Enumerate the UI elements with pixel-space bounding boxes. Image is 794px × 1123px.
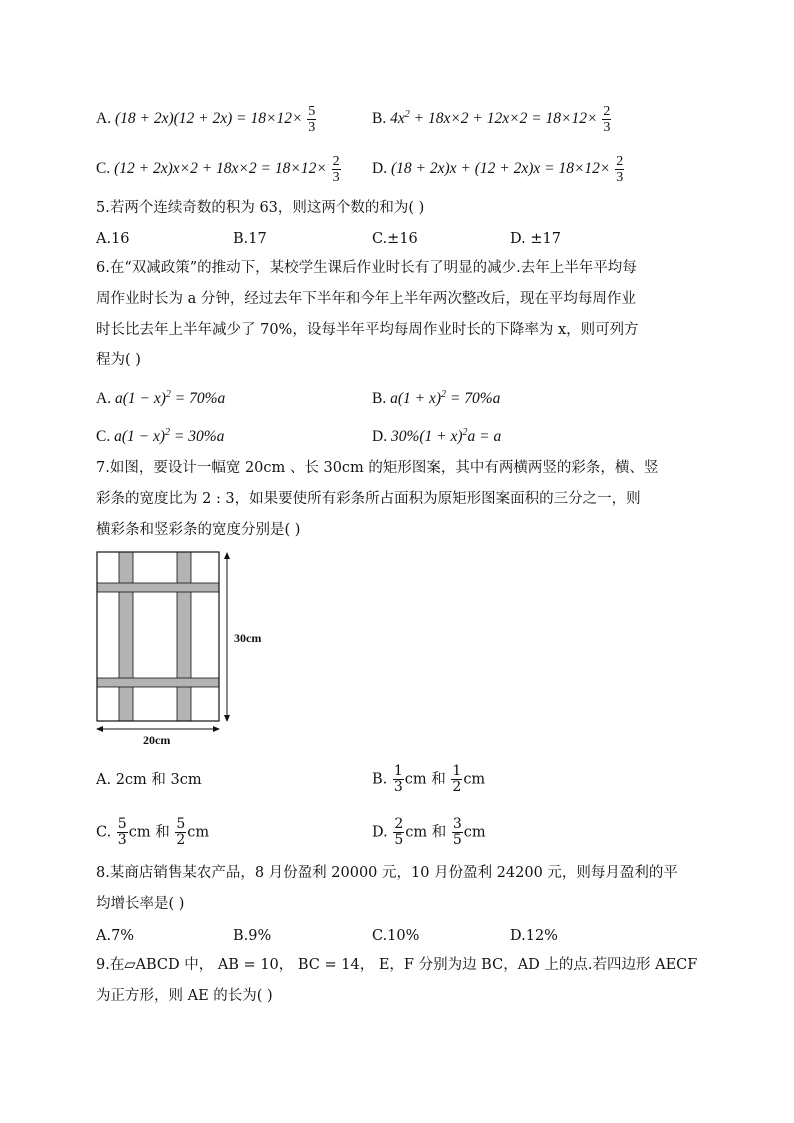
fraction: $\frac{5}{3}$ [117,816,127,848]
stripe-rectangle-figure [90,546,300,746]
q8-option-c[interactable]: C.10% [372,928,420,944]
q4-option-d[interactable]: D. (18 + 2x)x + (12 + 2x)x = 18×12× $\frac{2}{3}$ [372,154,624,185]
q8-stem-line-1: 8.某商店销售某农产品，8 月份盈利 20000 元，10 月份盈利 24200 元，则每月盈利的平 [96,865,678,881]
q7-stem-line-2: 彩条的宽度比为 2 : 3，如果要使所有彩条所占面积为原矩形图案面积的三分之一，则 [96,491,641,507]
q4-option-b[interactable]: B. $4x^2 + 18x\times 2 + 12x\times 2 = 18\times 12\times$ $\frac{2}{3}$ [372,104,611,135]
q6-stem-line-2: 周作业时长为 a 分钟，经过去年下半年和今年上半年两次整改后，现在平均每周作业 [96,291,636,307]
q7-option-b[interactable]: B. $\frac{1}{3}$ cm 和 $\frac{1}{2}$ cm [372,763,486,795]
arrow-right-icon [213,726,220,732]
q5-stem: 5.若两个连续奇数的积为 63，则这两个数的和为( ) [96,200,425,216]
q7-stem-line-3: 横彩条和竖彩条的宽度分别是( ) [96,522,301,538]
width-label: 20cm [143,733,171,746]
q6-stem-line-1: 6.在“双减政策”的推动下，某校学生课后作业时长有了明显的减少.去年上半年平均每 [96,260,637,276]
q9-stem-line-1: 9.在▱ABCD 中， AB = 10， BC = 14， E，F 分别为边 BC，AD 上的点.若四边形 AECF [96,957,698,973]
fraction: $\frac{3}{5}$ [452,816,462,848]
arrow-down-icon [224,715,230,722]
q7-option-a[interactable]: A. 2cm 和 3cm [96,772,202,788]
fraction: $\frac{2}{3}$ [616,154,624,185]
q8-option-d[interactable]: D.12% [510,928,558,944]
arrow-left-icon [96,726,103,732]
q8-option-b[interactable]: B.9% [233,928,272,944]
q7-option-d[interactable]: D. $\frac{2}{5}$ cm 和 $\frac{3}{5}$ cm [372,816,486,848]
q5-option-b[interactable]: B.17 [233,231,267,247]
q7-option-c[interactable]: C. $\frac{5}{3}$ cm 和 $\frac{5}{2}$ cm [96,816,210,848]
q5-option-d[interactable]: D. ±17 [510,231,561,247]
q5-option-c[interactable]: C.±16 [372,231,418,247]
q6-option-d[interactable]: D. $30\%(1 + x)^2a = a$ [372,427,502,446]
q4-option-a[interactable]: A. (18 + 2x)(12 + 2x) = 18×12× $\frac{5}{3}$ [96,104,316,135]
q7-stem-line-1: 7.如图，要设计一幅宽 20cm 、长 30cm 的矩形图案，其中有两横两竖的彩条，横、竖 [96,460,659,476]
q6-stem-line-3: 时长比去年上半年减少了 70%，设每半年平均每周作业时长的下降率为 x，则可列方 [96,322,639,338]
vertical-stripe-2 [177,552,191,721]
q9-stem-line-2: 为正方形，则 AE 的长为( ) [96,988,273,1004]
q8-stem-line-2: 均增长率是( ) [96,896,185,912]
height-label: 30cm [234,631,262,645]
q6-option-b[interactable]: B. $a(1 + x)^2 = 70\%a$ [372,389,501,408]
fraction: $\frac{5}{2}$ [176,816,186,848]
fraction: $\frac{5}{3}$ [308,104,316,135]
outer-rectangle [97,552,219,721]
fraction: $\frac{2}{5}$ [394,816,404,848]
q8-option-a[interactable]: A.7% [96,928,135,944]
fraction: $\frac{1}{2}$ [452,763,462,795]
q6-option-a[interactable]: A. $a(1 - x)^2 = 70\%a$ [96,389,226,408]
q4-option-c[interactable]: C. (12 + 2x)x×2 + 18x×2 = 18×12× $\frac{2}{3}$ [96,154,340,185]
q6-option-c[interactable]: C. $a(1 - x)^2 = 30\%a$ [96,427,225,446]
q6-stem-line-4: 程为( ) [96,352,141,368]
vertical-stripe-1 [119,552,133,721]
fraction: $\frac{2}{3}$ [332,154,340,185]
arrow-up-icon [224,552,230,559]
horizontal-stripe-1 [97,583,219,592]
q5-option-a[interactable]: A.16 [96,231,130,247]
fraction: $\frac{2}{3}$ [603,104,611,135]
horizontal-stripe-2 [97,678,219,687]
fraction: $\frac{1}{3}$ [393,763,403,795]
